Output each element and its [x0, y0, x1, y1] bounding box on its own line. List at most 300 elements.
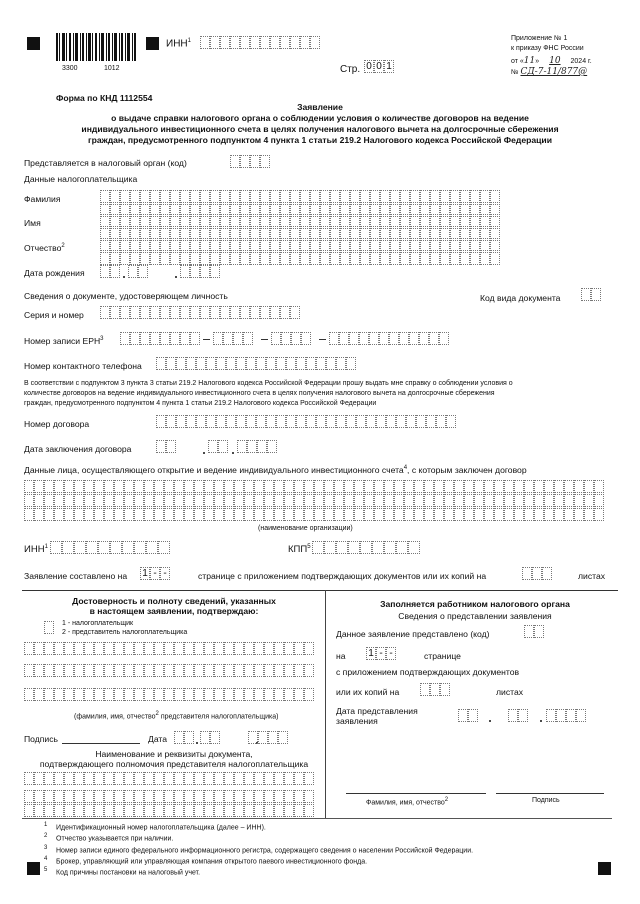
contract-number-cells[interactable]: [156, 415, 456, 428]
input-cell[interactable]: [284, 508, 294, 521]
input-cell[interactable]: [160, 306, 170, 319]
input-cell[interactable]: [214, 688, 224, 701]
input-cell[interactable]: [274, 804, 284, 817]
input-cell[interactable]: [424, 494, 434, 507]
broker-cells-row3[interactable]: [24, 508, 604, 521]
input-cell[interactable]: [44, 480, 54, 493]
input-cell[interactable]: [224, 772, 234, 785]
input-cell[interactable]: [104, 480, 114, 493]
input-cell[interactable]: [274, 642, 284, 655]
input-cell[interactable]: [374, 480, 384, 493]
input-cell[interactable]: [350, 190, 360, 203]
input-cell[interactable]: [104, 790, 114, 803]
input-cell[interactable]: [214, 494, 224, 507]
input-cell[interactable]: [54, 790, 64, 803]
input-cell[interactable]: [409, 332, 419, 345]
input-cell[interactable]: [304, 790, 314, 803]
input-cell[interactable]: [44, 508, 54, 521]
input-cell[interactable]: [410, 238, 420, 251]
input-cell[interactable]: [104, 688, 114, 701]
input-cell[interactable]: [264, 508, 274, 521]
input-cell[interactable]: [400, 214, 410, 227]
input-cell[interactable]: [146, 541, 158, 554]
input-cell[interactable]: [356, 415, 366, 428]
input-cell[interactable]: [184, 688, 194, 701]
input-cell[interactable]: [74, 541, 86, 554]
input-cell[interactable]: [276, 415, 286, 428]
input-cell[interactable]: [460, 190, 470, 203]
tax-authority-cells[interactable]: [230, 155, 270, 168]
input-cell[interactable]: [196, 357, 206, 370]
input-cell[interactable]: [370, 214, 380, 227]
input-cell[interactable]: [174, 688, 184, 701]
input-cell[interactable]: [504, 508, 514, 521]
input-cell[interactable]: [260, 306, 270, 319]
input-cell[interactable]: [214, 804, 224, 817]
input-cell[interactable]: [440, 238, 450, 251]
input-cell[interactable]: [390, 190, 400, 203]
input-cell[interactable]: [226, 415, 236, 428]
input-cell[interactable]: [254, 508, 264, 521]
input-cell[interactable]: [160, 190, 170, 203]
input-cell[interactable]: [110, 252, 120, 265]
input-cell[interactable]: [180, 214, 190, 227]
input-cell[interactable]: [236, 357, 246, 370]
left-year-cells[interactable]: [248, 731, 288, 744]
input-cell[interactable]: [140, 214, 150, 227]
submit-day-cells[interactable]: [458, 709, 478, 722]
input-cell[interactable]: [584, 508, 594, 521]
input-cell[interactable]: [364, 480, 374, 493]
input-cell[interactable]: [294, 480, 304, 493]
input-cell[interactable]: [394, 508, 404, 521]
input-cell[interactable]: [294, 508, 304, 521]
input-cell[interactable]: [380, 238, 390, 251]
input-cell[interactable]: [64, 480, 74, 493]
input-cell[interactable]: [160, 214, 170, 227]
input-cell[interactable]: [450, 190, 460, 203]
input-cell[interactable]: [434, 480, 444, 493]
input-cell[interactable]: [234, 480, 244, 493]
input-cell[interactable]: [360, 190, 370, 203]
input-cell[interactable]: [134, 508, 144, 521]
input-cell[interactable]: [194, 688, 204, 701]
input-cell[interactable]: [430, 214, 440, 227]
signer-type-cell[interactable]: [44, 621, 54, 634]
input-cell[interactable]: [408, 541, 420, 554]
surname-cells-row1[interactable]: [100, 190, 500, 203]
input-cell[interactable]: [124, 494, 134, 507]
input-cell[interactable]: [284, 494, 294, 507]
input-cell[interactable]: [200, 214, 210, 227]
input-cell[interactable]: [204, 664, 214, 677]
input-cell[interactable]: [94, 688, 104, 701]
input-cell[interactable]: [144, 664, 154, 677]
input-cell[interactable]: [244, 664, 254, 677]
input-cell[interactable]: [320, 238, 330, 251]
input-cell[interactable]: [296, 415, 306, 428]
input-cell[interactable]: [150, 190, 160, 203]
input-cell[interactable]: [210, 214, 220, 227]
input-cell[interactable]: [470, 214, 480, 227]
input-cell[interactable]: [474, 480, 484, 493]
input-cell[interactable]: [399, 332, 409, 345]
input-cell[interactable]: [330, 238, 340, 251]
input-cell[interactable]: [164, 508, 174, 521]
input-cell[interactable]: [324, 541, 336, 554]
input-cell[interactable]: [94, 494, 104, 507]
input-cell[interactable]: [330, 190, 340, 203]
input-cell[interactable]: [450, 252, 460, 265]
input-cell[interactable]: [220, 306, 230, 319]
input-cell[interactable]: [294, 804, 304, 817]
input-cell[interactable]: [264, 804, 274, 817]
input-cell[interactable]: [594, 480, 604, 493]
input-cell[interactable]: [144, 804, 154, 817]
input-cell[interactable]: [230, 252, 240, 265]
input-cell[interactable]: [34, 642, 44, 655]
input-cell[interactable]: [314, 480, 324, 493]
input-cell[interactable]: [336, 415, 346, 428]
office-fio-line[interactable]: [346, 793, 486, 794]
ern-cells-4[interactable]: [329, 332, 449, 345]
input-cell[interactable]: [254, 664, 264, 677]
input-cell[interactable]: [290, 306, 300, 319]
input-cell[interactable]: [344, 508, 354, 521]
input-cell[interactable]: [206, 415, 216, 428]
input-cell[interactable]: [194, 508, 204, 521]
input-cell[interactable]: [314, 494, 324, 507]
input-cell[interactable]: [174, 642, 184, 655]
input-cell[interactable]: [186, 357, 196, 370]
input-cell[interactable]: [369, 332, 379, 345]
input-cell[interactable]: [130, 306, 140, 319]
input-cell[interactable]: [284, 804, 294, 817]
input-cell[interactable]: [104, 508, 114, 521]
input-cell[interactable]: [504, 494, 514, 507]
input-cell[interactable]: [306, 415, 316, 428]
input-cell[interactable]: [98, 541, 110, 554]
input-cell[interactable]: [194, 642, 204, 655]
input-cell[interactable]: [204, 508, 214, 521]
input-cell[interactable]: [434, 508, 444, 521]
input-cell[interactable]: [64, 688, 74, 701]
input-cell[interactable]: [174, 772, 184, 785]
input-cell[interactable]: [74, 790, 84, 803]
input-cell[interactable]: [372, 541, 384, 554]
input-cell[interactable]: [234, 790, 244, 803]
input-cell[interactable]: [230, 190, 240, 203]
input-cell[interactable]: [94, 804, 104, 817]
input-cell[interactable]: [440, 214, 450, 227]
input-cell[interactable]: [426, 415, 436, 428]
input-cell[interactable]: [64, 804, 74, 817]
input-cell[interactable]: [234, 508, 244, 521]
input-cell[interactable]: [354, 494, 364, 507]
input-cell[interactable]: [304, 494, 314, 507]
input-cell[interactable]: [380, 190, 390, 203]
input-cell[interactable]: [154, 508, 164, 521]
input-cell[interactable]: [484, 494, 494, 507]
input-cell[interactable]: [271, 332, 281, 345]
input-cell[interactable]: [120, 332, 130, 345]
input-cell[interactable]: [274, 664, 284, 677]
input-cell[interactable]: [420, 252, 430, 265]
input-cell[interactable]: [294, 494, 304, 507]
input-cell[interactable]: [134, 494, 144, 507]
input-cell[interactable]: [294, 790, 304, 803]
input-cell[interactable]: [514, 508, 524, 521]
input-cell[interactable]: [84, 494, 94, 507]
input-cell[interactable]: [346, 415, 356, 428]
input-cell[interactable]: [490, 238, 500, 251]
input-cell[interactable]: [170, 306, 180, 319]
input-cell[interactable]: [34, 804, 44, 817]
input-cell[interactable]: [450, 214, 460, 227]
input-cell[interactable]: [334, 480, 344, 493]
input-cell[interactable]: [174, 480, 184, 493]
input-cell[interactable]: [390, 214, 400, 227]
input-cell[interactable]: [34, 664, 44, 677]
input-cell[interactable]: [324, 494, 334, 507]
input-cell[interactable]: [312, 541, 324, 554]
input-cell[interactable]: [156, 415, 166, 428]
input-cell[interactable]: [270, 190, 280, 203]
input-cell[interactable]: [214, 664, 224, 677]
input-cell[interactable]: [184, 642, 194, 655]
patronymic-cells-row2[interactable]: [100, 252, 500, 265]
input-cell[interactable]: [134, 664, 144, 677]
input-cell[interactable]: [54, 508, 64, 521]
input-cell[interactable]: [194, 804, 204, 817]
input-cell[interactable]: [250, 214, 260, 227]
input-cell[interactable]: [584, 494, 594, 507]
input-cell[interactable]: [254, 688, 264, 701]
input-cell[interactable]: [24, 688, 34, 701]
input-cell[interactable]: [300, 190, 310, 203]
input-cell[interactable]: [204, 790, 214, 803]
input-cell[interactable]: [234, 642, 244, 655]
input-cell[interactable]: [244, 790, 254, 803]
submitted-code-cells[interactable]: [524, 625, 544, 638]
input-cell[interactable]: [224, 642, 234, 655]
input-cell[interactable]: [544, 480, 554, 493]
input-cell[interactable]: [286, 415, 296, 428]
input-cell[interactable]: [574, 480, 584, 493]
input-cell[interactable]: [464, 480, 474, 493]
input-cell[interactable]: [406, 415, 416, 428]
input-cell[interactable]: [320, 214, 330, 227]
input-cell[interactable]: [348, 541, 360, 554]
input-cell[interactable]: [424, 480, 434, 493]
input-cell[interactable]: [374, 494, 384, 507]
input-cell[interactable]: [290, 214, 300, 227]
submit-month-cells[interactable]: [508, 709, 528, 722]
input-cell[interactable]: [494, 494, 504, 507]
input-cell[interactable]: [184, 804, 194, 817]
input-cell[interactable]: [264, 790, 274, 803]
input-cell[interactable]: [419, 332, 429, 345]
input-cell[interactable]: [84, 688, 94, 701]
input-cell[interactable]: [246, 357, 256, 370]
input-cell[interactable]: [164, 642, 174, 655]
input-cell[interactable]: [244, 688, 254, 701]
ern-cells-3[interactable]: [271, 332, 311, 345]
input-cell[interactable]: [384, 541, 396, 554]
input-cell[interactable]: [384, 480, 394, 493]
input-cell[interactable]: [494, 508, 504, 521]
input-cell[interactable]: [190, 238, 200, 251]
input-cell[interactable]: [324, 480, 334, 493]
input-cell[interactable]: [460, 252, 470, 265]
input-cell[interactable]: [114, 642, 124, 655]
input-cell[interactable]: [250, 306, 260, 319]
input-cell[interactable]: [310, 190, 320, 203]
input-cell[interactable]: [280, 214, 290, 227]
input-cell[interactable]: [164, 804, 174, 817]
input-cell[interactable]: [194, 494, 204, 507]
input-cell[interactable]: [24, 664, 34, 677]
input-cell[interactable]: [130, 214, 140, 227]
input-cell[interactable]: [490, 214, 500, 227]
input-cell[interactable]: [24, 772, 34, 785]
input-cell[interactable]: [344, 480, 354, 493]
input-cell[interactable]: [370, 190, 380, 203]
input-cell[interactable]: [224, 688, 234, 701]
input-cell[interactable]: [394, 480, 404, 493]
input-cell[interactable]: [346, 357, 356, 370]
input-cell[interactable]: [124, 804, 134, 817]
input-cell[interactable]: [170, 190, 180, 203]
input-cell[interactable]: [429, 332, 439, 345]
input-cell[interactable]: [124, 772, 134, 785]
input-cell[interactable]: [74, 688, 84, 701]
input-cell[interactable]: [404, 480, 414, 493]
input-cell[interactable]: [34, 688, 44, 701]
input-cell[interactable]: [544, 494, 554, 507]
input-cell[interactable]: [340, 214, 350, 227]
input-cell[interactable]: [54, 804, 64, 817]
input-cell[interactable]: [414, 480, 424, 493]
input-cell[interactable]: [180, 238, 190, 251]
input-cell[interactable]: [454, 494, 464, 507]
input-cell[interactable]: [290, 238, 300, 251]
input-cell[interactable]: [244, 772, 254, 785]
input-cell[interactable]: [384, 494, 394, 507]
input-cell[interactable]: [214, 772, 224, 785]
input-cell[interactable]: [301, 332, 311, 345]
input-cell[interactable]: [410, 214, 420, 227]
input-cell[interactable]: [204, 772, 214, 785]
input-cell[interactable]: [24, 494, 34, 507]
input-cell[interactable]: [470, 252, 480, 265]
input-cell[interactable]: [254, 480, 264, 493]
input-cell[interactable]: [204, 804, 214, 817]
input-cell[interactable]: [294, 664, 304, 677]
broker-inn-cells[interactable]: [50, 541, 170, 554]
input-cell[interactable]: [330, 214, 340, 227]
input-cell[interactable]: [104, 772, 114, 785]
input-cell[interactable]: [86, 541, 98, 554]
input-cell[interactable]: [174, 508, 184, 521]
input-cell[interactable]: [270, 214, 280, 227]
input-cell[interactable]: [44, 664, 54, 677]
input-cell[interactable]: [400, 190, 410, 203]
input-cell[interactable]: [230, 306, 240, 319]
input-cell[interactable]: [514, 480, 524, 493]
input-cell[interactable]: [430, 252, 440, 265]
input-cell[interactable]: [270, 252, 280, 265]
input-cell[interactable]: [164, 790, 174, 803]
input-cell[interactable]: [464, 508, 474, 521]
input-cell[interactable]: [213, 332, 223, 345]
input-cell[interactable]: [410, 252, 420, 265]
input-cell[interactable]: [336, 541, 348, 554]
input-cell[interactable]: [260, 214, 270, 227]
input-cell[interactable]: [184, 494, 194, 507]
input-cell[interactable]: [196, 415, 206, 428]
input-cell[interactable]: [200, 306, 210, 319]
input-cell[interactable]: [156, 357, 166, 370]
input-cell[interactable]: [224, 790, 234, 803]
input-cell[interactable]: [564, 508, 574, 521]
input-cell[interactable]: [266, 415, 276, 428]
input-cell[interactable]: [164, 772, 174, 785]
input-cell[interactable]: [186, 415, 196, 428]
input-cell[interactable]: [379, 332, 389, 345]
input-cell[interactable]: [164, 480, 174, 493]
input-cell[interactable]: [414, 508, 424, 521]
input-cell[interactable]: [180, 190, 190, 203]
input-cell[interactable]: [104, 664, 114, 677]
authority-doc-cells-row3[interactable]: [24, 804, 314, 817]
input-cell[interactable]: [154, 664, 164, 677]
input-cell[interactable]: [260, 238, 270, 251]
input-cell[interactable]: [140, 252, 150, 265]
input-cell[interactable]: [144, 642, 154, 655]
input-cell[interactable]: [340, 190, 350, 203]
input-cell[interactable]: [470, 238, 480, 251]
input-cell[interactable]: [24, 804, 34, 817]
input-cell[interactable]: [360, 252, 370, 265]
input-cell[interactable]: [160, 252, 170, 265]
input-cell[interactable]: [114, 664, 124, 677]
input-cell[interactable]: [34, 480, 44, 493]
input-cell[interactable]: [350, 238, 360, 251]
input-cell[interactable]: [180, 332, 190, 345]
input-cell[interactable]: [280, 252, 290, 265]
input-cell[interactable]: [64, 772, 74, 785]
ern-cells-2[interactable]: [213, 332, 253, 345]
input-cell[interactable]: [300, 238, 310, 251]
input-cell[interactable]: [74, 772, 84, 785]
input-cell[interactable]: [134, 541, 146, 554]
input-cell[interactable]: [304, 804, 314, 817]
pages-value-cells[interactable]: 1 - -: [140, 567, 170, 580]
broker-cells-row1[interactable]: [24, 480, 604, 493]
input-cell[interactable]: [446, 415, 456, 428]
input-cell[interactable]: [240, 252, 250, 265]
input-cell[interactable]: [240, 238, 250, 251]
input-cell[interactable]: [574, 494, 584, 507]
input-cell[interactable]: [324, 508, 334, 521]
input-cell[interactable]: [334, 508, 344, 521]
contract-day-cells[interactable]: [156, 440, 176, 453]
input-cell[interactable]: [274, 790, 284, 803]
input-cell[interactable]: [240, 190, 250, 203]
input-cell[interactable]: [64, 790, 74, 803]
input-cell[interactable]: [444, 508, 454, 521]
